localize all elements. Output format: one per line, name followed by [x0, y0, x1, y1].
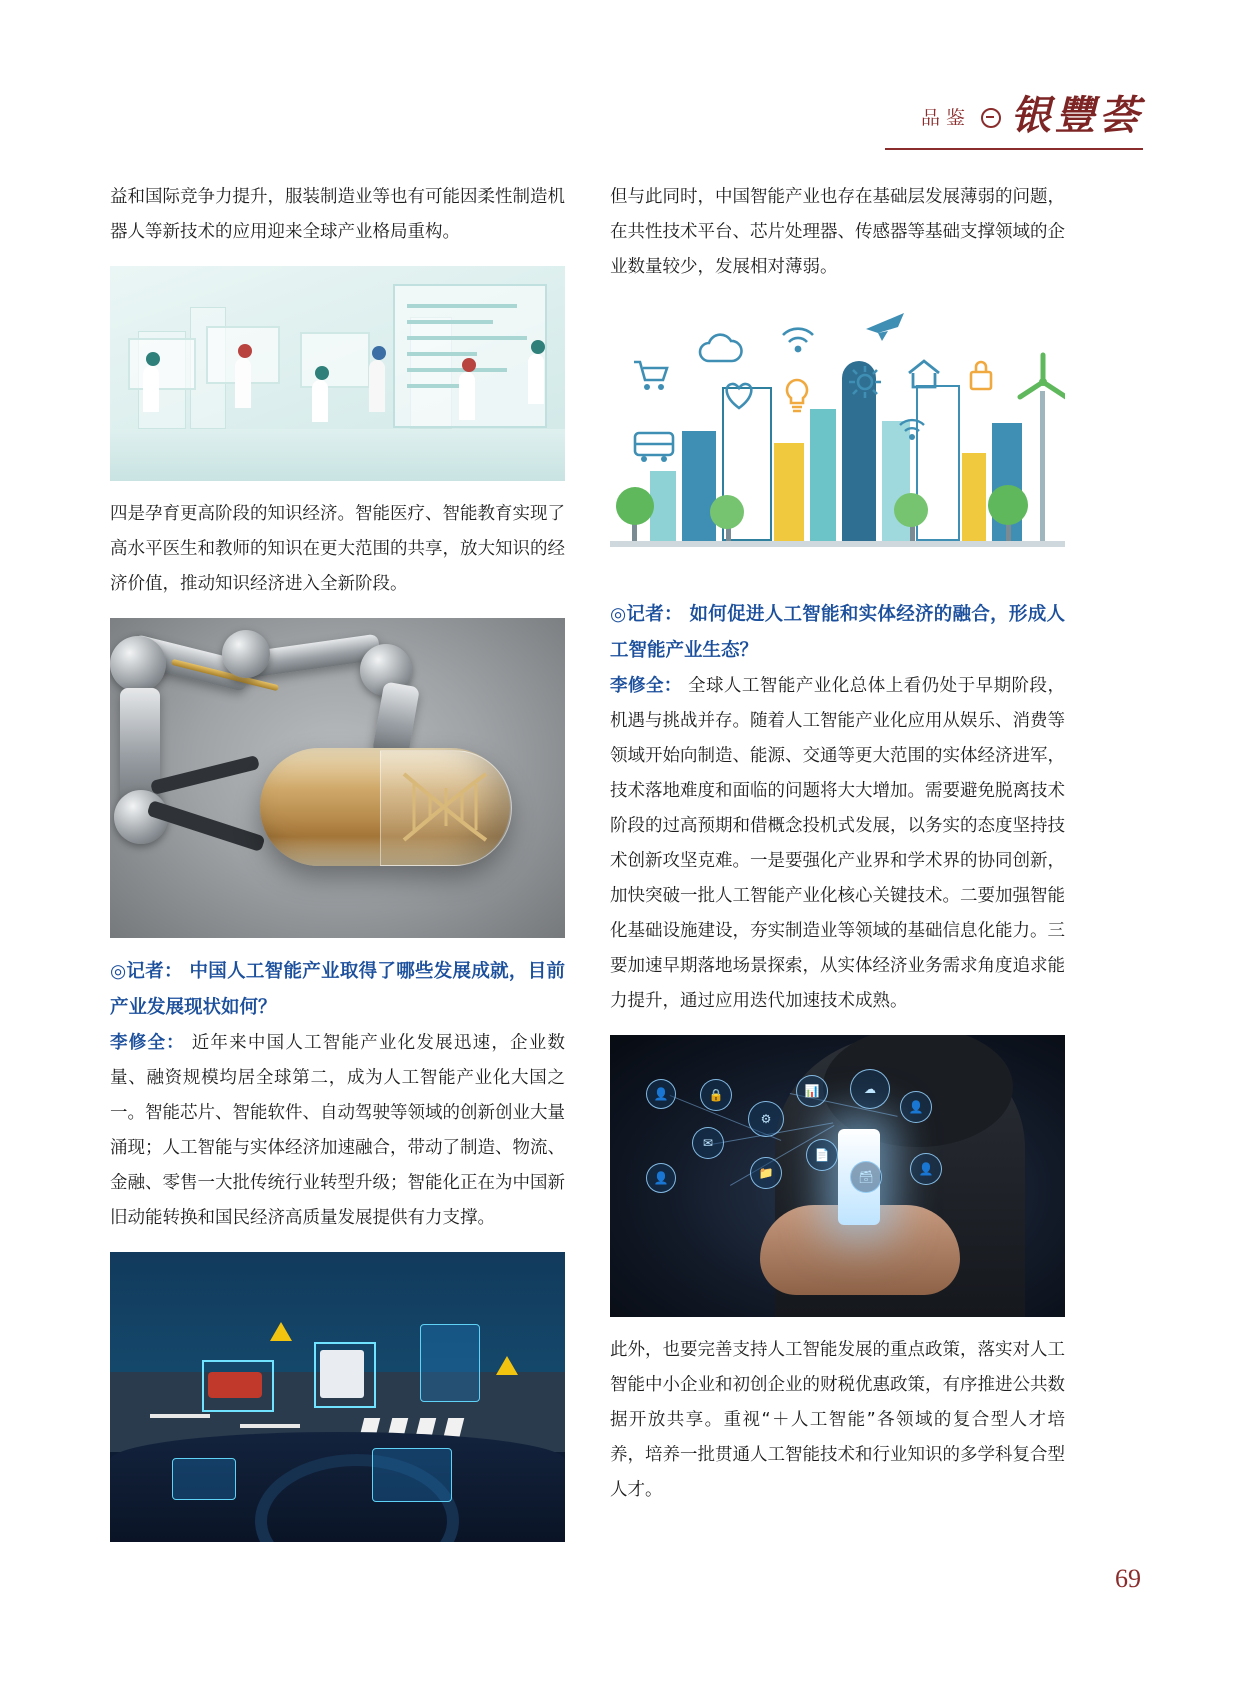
airplane-icon	[864, 307, 908, 343]
figure1-person-body	[235, 358, 251, 408]
figure1-screen-line	[407, 352, 477, 356]
figure1-screen-line	[407, 384, 465, 388]
figure1-person-body	[143, 366, 159, 412]
lock-icon-node: 🔒	[700, 1079, 732, 1111]
figure1-person-head	[531, 340, 545, 354]
figure4-building	[810, 409, 836, 541]
answer-text: 近年来中国人工智能产业化发展迅速，企业数量、融资规模均居全球第二，成为人工智能产业化大国之一。智能芯片、智能软件、自动驾驶等领域的创新创业大量涌现；人工智能与实体经济加速融合，带动了制造、物流、金融、零售一大批传统行业转型升级；智能化正在为中国新旧动能转换和国民经济高质量发展提供有力支撑。	[110, 1033, 565, 1228]
dna-icon	[398, 768, 492, 846]
figure1-person-body	[459, 372, 475, 420]
document-icon-node: 📄	[806, 1139, 838, 1171]
figure1-screen-line	[407, 368, 507, 372]
left-column	[110, 180, 565, 1558]
hand-holding-phone-network-photo	[610, 1035, 1065, 1317]
warning-triangle-icon	[270, 1322, 292, 1341]
left-paragraph-2: 四是孕育更高阶段的知识经济。智能医疗、智能教育实现了高水平医生和教师的知识在更大范围的共享，放大知识的经济价值，推动知识经济进入全新阶段。	[110, 504, 565, 594]
folder-icon-node: 📁	[750, 1157, 782, 1189]
figure1-person-head	[146, 352, 160, 366]
magazine-title: 银豐荟	[1011, 93, 1143, 138]
smart-city-illustration	[610, 301, 1065, 581]
figure2-claw	[150, 755, 260, 795]
right-answer-1	[610, 669, 1065, 1019]
figure1-person-body	[528, 354, 544, 404]
left-question-1: ◎记者： 中国人工智能产业取得了哪些发展成就，目前产业发展现状如何？	[110, 961, 565, 1018]
figure2-joint	[110, 636, 166, 692]
shopping-cart-icon	[632, 359, 670, 393]
lock-icon	[966, 357, 996, 393]
figure1-screen-line	[407, 320, 493, 324]
figure1-person-head	[238, 344, 252, 358]
user-icon-node: 👤	[900, 1091, 932, 1123]
figure1-screen-line	[407, 304, 517, 308]
smart-office-illustration	[110, 266, 565, 481]
user-icon-node: 👤	[646, 1079, 676, 1109]
header-section-label: 品鉴	[920, 108, 971, 129]
figure1-screen-line	[407, 336, 527, 340]
figure2-joint	[222, 630, 270, 678]
autonomous-driving-hud-illustration	[110, 1252, 565, 1542]
figure4-tree	[710, 495, 744, 529]
figure3-dash-panel	[372, 1448, 452, 1502]
figure1-person-head	[462, 358, 476, 372]
cloud-icon	[696, 333, 744, 367]
chart-icon-node: 📊	[796, 1075, 828, 1107]
figure3-lane-mark	[150, 1414, 210, 1418]
header-rule	[885, 148, 1143, 150]
right-paragraph-1: 但与此同时，中国智能产业也存在基础层发展薄弱的问题，在共性技术平台、芯片处理器、传感器等基础支撑领域的企业数量较少，发展相对薄弱。	[610, 187, 1065, 277]
right-paragraph-2: 此外，也要完善支持人工智能发展的重点政策，落实对人工智能中小企业和初创企业的财税优惠政策，有序推进公共数据开放共享。重视“＋人工智能”各领域的复合型人才培养，培养一批贯通人工智能技术和行业知识的多学科复合型人才。	[610, 1340, 1065, 1500]
lightbulb-icon	[782, 377, 812, 415]
figure1-person-head	[372, 346, 386, 360]
figure3-hud-sign-card	[420, 1324, 480, 1402]
figure3-detection-box	[202, 1360, 274, 1412]
figure1-person-body	[369, 360, 385, 412]
right-question-1: ◎记者： 如何促进人工智能和实体经济的融合，形成人工智能产业生态？	[610, 604, 1065, 661]
figure3-lane-mark	[240, 1424, 300, 1428]
figure1-panel	[300, 332, 370, 388]
circle-dash-icon	[981, 108, 1001, 128]
home-icon	[906, 357, 942, 391]
speaker-name: 李修全：	[110, 1033, 185, 1053]
figure4-building	[962, 453, 986, 541]
robot-arm-dna-capsule-photo	[110, 618, 565, 938]
right-column	[610, 180, 1065, 1508]
figure1-person-body	[312, 380, 328, 422]
figure1-floor	[110, 429, 565, 481]
figure3-dash-panel	[172, 1458, 236, 1500]
bus-icon	[632, 429, 676, 463]
user-icon-node: 👤	[910, 1153, 942, 1185]
left-answer-1	[110, 1026, 565, 1236]
windmill-icon	[1012, 351, 1065, 413]
figure4-tree	[894, 493, 928, 527]
page-number: 69	[1115, 1564, 1141, 1593]
user-icon-node: 👤	[646, 1163, 676, 1193]
wifi-signal-icon	[778, 325, 818, 361]
figure1-panel	[128, 338, 196, 390]
answer-text: 全球人工智能产业化总体上看仍处于早期阶段，机遇与挑战并存。随着人工智能产业化应用从娱乐、消费等领域开始向制造、能源、交通等更大范围的实体经济进军，技术落地难度和面临的问题将大大增加。需要避免脱离技术阶段的过高预期和借概念投机式发展，以务实的态度坚持技术创新攻坚克难。一是要强化产业界和学术界的协同创新，加快突破一批人工智能产业化核心关键技术。二要加强智能化基础设施建设，夯实制造业等领域的基础信息化能力。三要加速早期落地场景探索，从实体经济业务需求角度追求能力提升，通过应用迭代加速技术成熟。	[610, 676, 1066, 1011]
gear-icon-node: ⚙	[748, 1101, 784, 1137]
heart-icon	[722, 379, 756, 411]
figure4-tree	[616, 487, 654, 525]
figure4-windmill-pole	[1040, 391, 1045, 541]
figure3-detection-box	[314, 1342, 376, 1408]
left-paragraph-1: 益和国际竞争力提升，服装制造业等也有可能因柔性制造机器人等新技术的应用迎来全球产业格局重构。	[110, 187, 565, 242]
cloud-icon-node: ☁	[850, 1069, 890, 1109]
wifi-small-icon	[896, 413, 928, 447]
figure4-ground-line	[610, 541, 1065, 547]
figure1-person-head	[315, 366, 329, 380]
page-header	[920, 93, 1143, 138]
figure4-building	[682, 431, 716, 541]
speaker-name: 李修全：	[610, 676, 682, 696]
figure4-tree	[988, 485, 1028, 525]
database-icon-node: 🗃	[850, 1161, 882, 1193]
warning-triangle-icon	[496, 1356, 518, 1375]
mail-icon-node: ✉	[692, 1127, 724, 1159]
figure4-building	[774, 443, 804, 541]
gear-icon	[848, 365, 882, 399]
